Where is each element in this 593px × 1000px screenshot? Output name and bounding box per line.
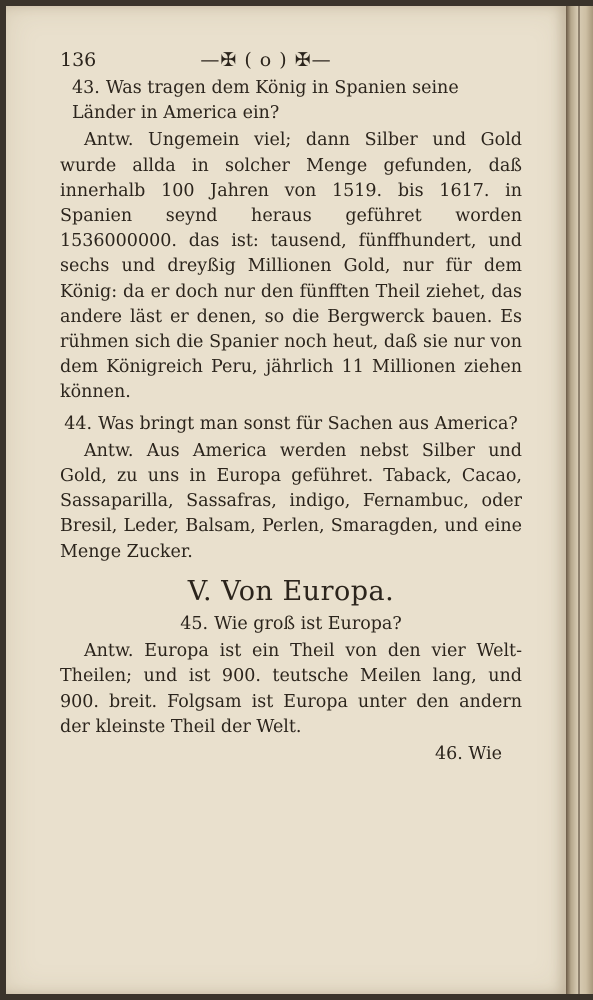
page-edge-line (578, 6, 580, 994)
question-43 (60, 76, 522, 126)
page-header (60, 46, 522, 76)
page-number: 136 (60, 49, 97, 72)
answer-43: Antw. Ungemein viel; dann Silber und Gold wurde allda in solcher Menge gefunden, daß innerhalb 100 Jahren von 1519. bis 1617. in Spanien seynd heraus geführet worden 1536000000. das ist: tausend, fünffhundert, und sechs und dreyßig Millionen Gold, nur für dem König: da er doch nur den fünfften Theil ziehet, das andere läst er denen, so die Bergwerck bauen. Es rühmen sich die Spanier noch heut, daß sie nur von dem Königreich Peru, jährlich 11 Millionen ziehen können. (60, 130, 522, 403)
question-number: 44. (64, 413, 93, 434)
page-text (60, 46, 522, 767)
question-text: Was bringt man sonst für Sachen aus America? (98, 413, 518, 434)
question-number: 43. (72, 78, 100, 98)
answer-44: Antw. Aus America werden nebst Silber und Gold, zu uns in Europa geführet. Taback, Cacao, Sassaparilla, Sassafras, indigo, Fernambuc, oder Bresil, Leder, Balsam, Perlen, Smaragden, und eine Menge Zucker. (60, 440, 522, 562)
header-ornament: —✠ ( o ) ✠— (200, 49, 332, 72)
catchword: 46. Wie (434, 744, 502, 765)
question-text: Wie groß ist Europa? (214, 614, 402, 635)
section-heading: V. Von Europa. (187, 575, 395, 607)
question-text: Was tragen dem König in Spanien seine Länder in America ein? (72, 78, 459, 124)
page-edge (566, 6, 593, 994)
question-44 (60, 412, 522, 437)
question-45 (60, 612, 522, 637)
answer-45: Antw. Europa ist ein Theil von den vier Welt-Theilen; und ist 900. teutsche Meilen lang, und 900. breit. Folgsam ist Europa unter den andern der kleinste Theil der Welt. (60, 641, 522, 737)
question-number: 45. (180, 614, 209, 635)
book-page (6, 6, 566, 994)
